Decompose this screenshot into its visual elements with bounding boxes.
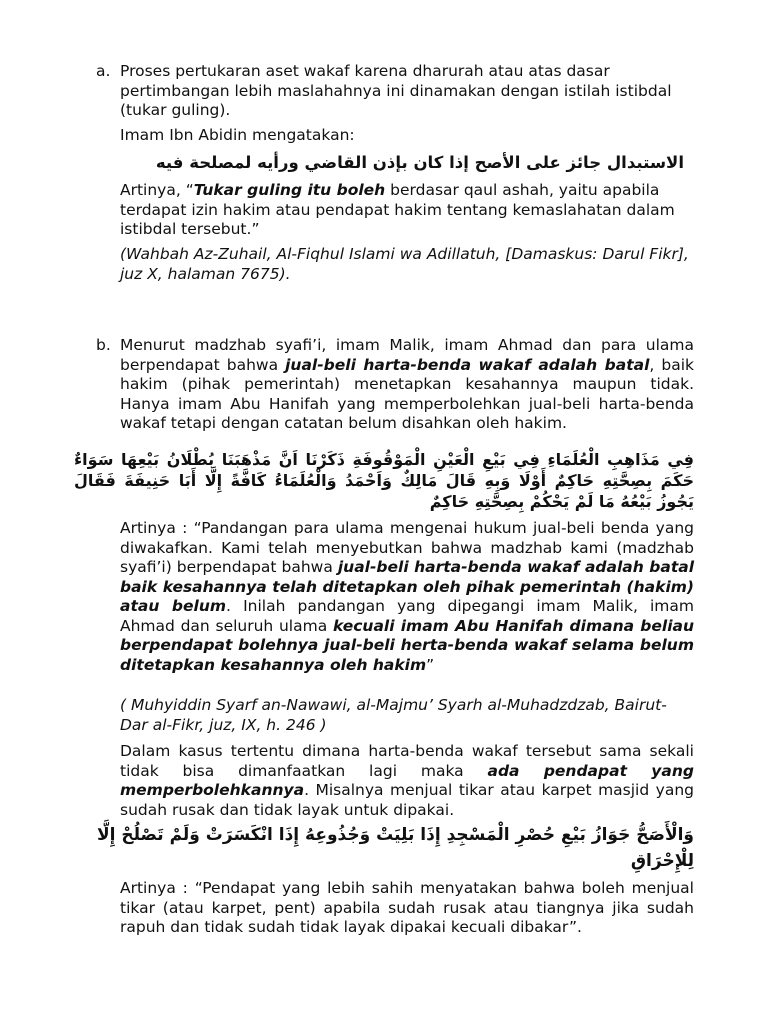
- translation-b-emphasis-1: jual-beli harta-benda wakaf adalah batal baik kesahannya telah ditetapkan oleh pihak pemerintah (hakim) atau belum: [120, 558, 695, 615]
- paragraph-b-case-text-2: . Misalnya menjual tikar atau karpet masjid yang sudah rusak dan tidak layak untuk dipakai.: [120, 781, 694, 819]
- paragraph-b-case-text-1: Dalam kasus tertentu dimana harta-benda wakaf tersebut sama sekali tidak bisa dimanfaatkan lagi maka: [120, 742, 694, 780]
- paragraph-a-body: Proses pertukaran aset wakaf karena dharurah atau atas dasar pertimbangan lebih maslahahnya ini dinamakan dengan istilah istibdal (tukar guling).: [120, 62, 672, 119]
- translation-b-text-2: . Inilah pandangan yang dipegangi imam Malik, imam Ahmad dan seluruh ulama: [120, 597, 695, 635]
- paragraph-b-text-1: Menurut madzhab syafi’i, imam Malik, imam Ahmad dan para ulama berpendapat bahwa: [120, 336, 694, 374]
- translation-a-prefix: Artinya, “: [120, 181, 194, 199]
- list-marker-b: b.: [96, 336, 111, 354]
- citation-a: (Wahbah Az-Zuhail, Al-Fiqhul Islami wa Adillatuh, [Damaskus: Darul Fikr], juz X, halaman 7675).: [120, 245, 689, 283]
- citation-b: ( Muhyiddin Syarf an-Nawawi, al-Majmu’ Syarh al-Muhadzdzab, Bairut-Dar al-Fikr, juz, IX, h. 246 ): [120, 696, 667, 734]
- paragraph-b-emphasis: jual-beli harta-benda wakaf adalah batal: [285, 355, 650, 374]
- paragraph-a-intro: Imam Ibn Abidin mengatakan:: [120, 126, 355, 144]
- arabic-quote-a: الاستبدال جائز على الأصح إذا كان بإذن القاضي ورأيه لمصلحة فيه: [155, 153, 684, 172]
- translation-b-emphasis-2: kecuali imam Abu Hanifah dimana beliau berpendapat bolehnya jual-beli herta-benda wakaf selama belum ditetapkan kesahannya oleh hakim: [120, 616, 694, 674]
- paragraph-b-body: [120, 336, 694, 434]
- translation-b-text-3: ”: [426, 655, 435, 674]
- translation-b-text-1: Artinya : “Pandangan para ulama mengenai hukum jual-beli benda yang diwakafkan. Kami telah menyebutkan bahwa madzhab kami (madzhab syafi’i) berpendapat bahwa: [120, 519, 694, 576]
- arabic-quote-b: فِي مَذَاهِبِ الْعُلَمَاءِ فِي بَيْعِ الْعَيْنِ الْمَوْقُوفَةِ ذَكَرْنَا اَنَّ مَذْهَبَنَا بُطْلَانُ بَيْعِهَا سَوَاءٌ حَكَمَ بِصِحَّتِهِ حَاكِمٌ أَوْلَا وَبِهِ قَالَ مَالِكٌ وَاَحْمَدُ وَالْعُلَمَاءُ كَافَّةً إِلَّا أَبَا حَنِيفَةَ فَقَالَ يَجُوزُ بَيْعُهُ مَا لَمْ يَحْكُمْ بِصِحَّتِهِ حَاكِمٌ: [74, 450, 694, 511]
- paragraph-b-text-2: , baik hakim (pihak pemerintah) menetapkan kesahannya maupun tidak. Hanya imam Abu Hanifah yang memperbolehkan jual-beli harta-benda wakaf tetapi dengan catatan belum disahkan oleh hakim.: [120, 355, 694, 432]
- translation-b2: Artinya : “Pendapat yang lebih sahih menyatakan bahwa boleh menjual tikar (atau karpet, pent) apabila sudah rusak atau tiangnya jika sudah rapuh dan tidak sudah tidak layak dipakai kecuali dibakar”.: [120, 879, 694, 936]
- arabic-quote-b2: وَالْأَصَحُّ جَوَازُ بَيْعِ حُصْرِ الْمَسْجِدِ إِذَا بَلِيَتْ وَجُذُوعِهُ إِذَا انْكَسَرَتْ وَلَمْ تَصْلُحْ إِلَّا لِلْإِحْرَاقِ: [96, 825, 694, 871]
- paragraph-b-case-emphasis: ada pendapat yang memperbolehkannya: [120, 761, 694, 799]
- translation-a-emphasis: Tukar guling itu boleh: [193, 181, 386, 199]
- translation-b: [120, 519, 694, 675]
- translation-a-rest: berdasar qaul ashah, yaitu apabila terdapat izin hakim atau pendapat hakim tentang kemaslahatan dalam istibdal tersebut.”: [120, 181, 675, 238]
- translation-a: [120, 181, 694, 240]
- list-marker-a: a.: [96, 62, 111, 80]
- paragraph-b-case: [120, 742, 694, 820]
